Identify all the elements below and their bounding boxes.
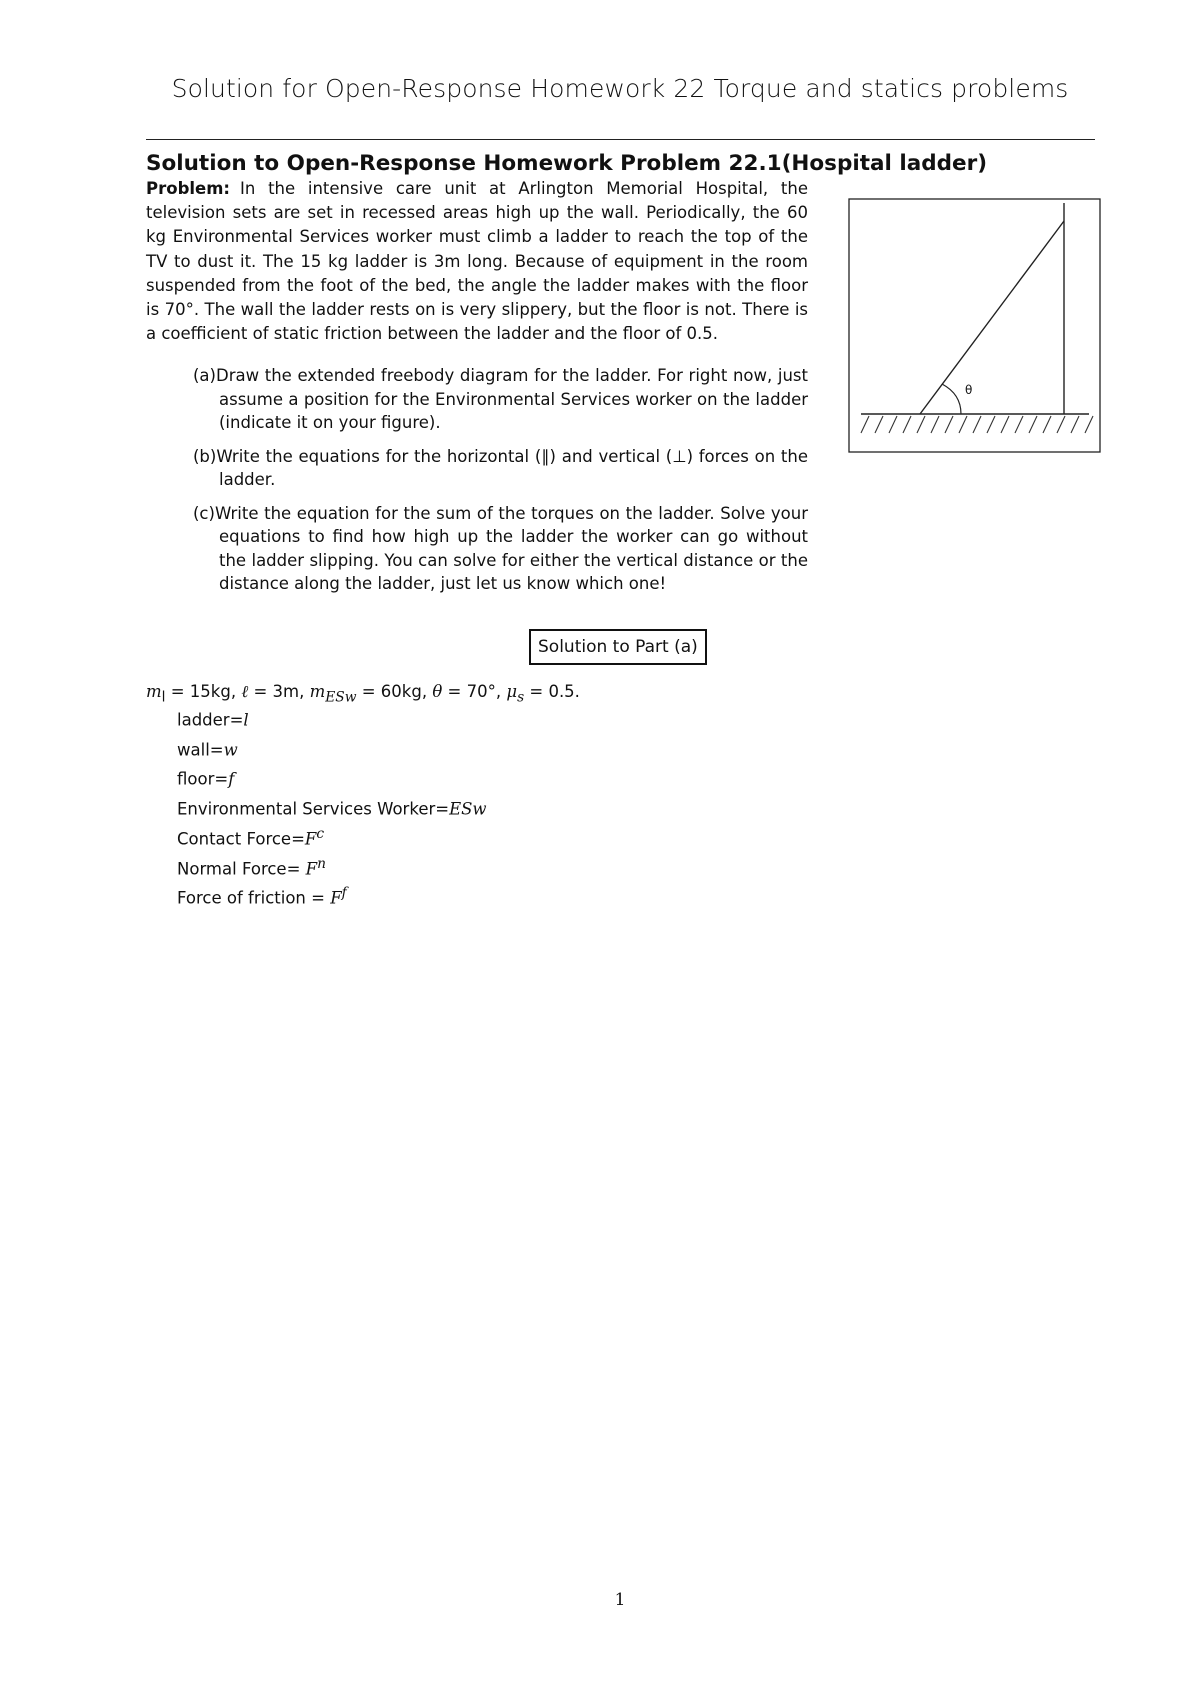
symbol-definitions (177, 703, 487, 911)
ladder-diagram (848, 198, 1101, 454)
section-title: Solution to Open-Response Homework Problem 22.1(Hospital ladder) (146, 151, 988, 176)
solution-part-a-heading: Solution to Part (a) (529, 629, 707, 665)
angle-arc (942, 384, 961, 414)
definition-row: floor=f (177, 769, 235, 789)
part-a: (a)Draw the extended freebody diagram for the ladder. For right now, just assume a position for the Environmental Services worker on the ladder (indicate it on your figure). (193, 366, 808, 432)
part-c: (c)Write the equation for the sum of the torques on the ladder. Solve your equations to find how high up the ladder the worker can go without the ladder slipping. You can solve for either the vertical distance or the distance along the ladder, just let us know which one! (193, 503, 808, 593)
problem-statement (146, 177, 808, 346)
definition-row: wall=w (177, 740, 238, 760)
problem-lead: Problem: (146, 179, 231, 198)
definition-row: Force of friction = $F^f$ (177, 885, 347, 908)
floor-hatching (861, 416, 1093, 433)
header-rule (146, 139, 1095, 140)
definition-row: Environmental Services Worker=ESw (177, 799, 487, 819)
definition-row: ladder=l (177, 710, 249, 730)
page-number: 1 (614, 1590, 626, 1610)
page-header: Solution for Open-Response Homework 22 Torque and statics problems (171, 74, 1069, 103)
given-values: $m_l = 15kg$, ℓ = 3m, $m_{ESw} = 60kg$, θ = 70°, $\mu_s = 0.5$. (146, 682, 580, 706)
definition-row: Normal Force= $F^n$ (177, 855, 326, 879)
problem-parts (193, 364, 808, 606)
angle-label: θ (965, 383, 973, 397)
definition-row: Contact $Force=F^c$ (177, 825, 325, 849)
ladder-figure (848, 198, 1101, 458)
problem-body: In the intensive care unit at Arlington Memorial Hospital, the television sets are set in recessed areas high up the wall. Periodically, the 60 kg Environmental Services worker must climb a ladder to reach the top of the TV to dust it. The 15 kg ladder is 3m long. Because of equipment in the room suspended from the foot of the bed, the angle the ladder makes with the floor is 70°. The wall the ladder rests on is very slippery, but the floor is not. There is a coefficient of static friction between the ladder and the floor of 0.5. (146, 179, 808, 344)
ladder-line (920, 221, 1064, 414)
part-b: (b)Write the equations for the horizontal (∥) and vertical (⊥) forces on the ladder. (193, 446, 808, 489)
